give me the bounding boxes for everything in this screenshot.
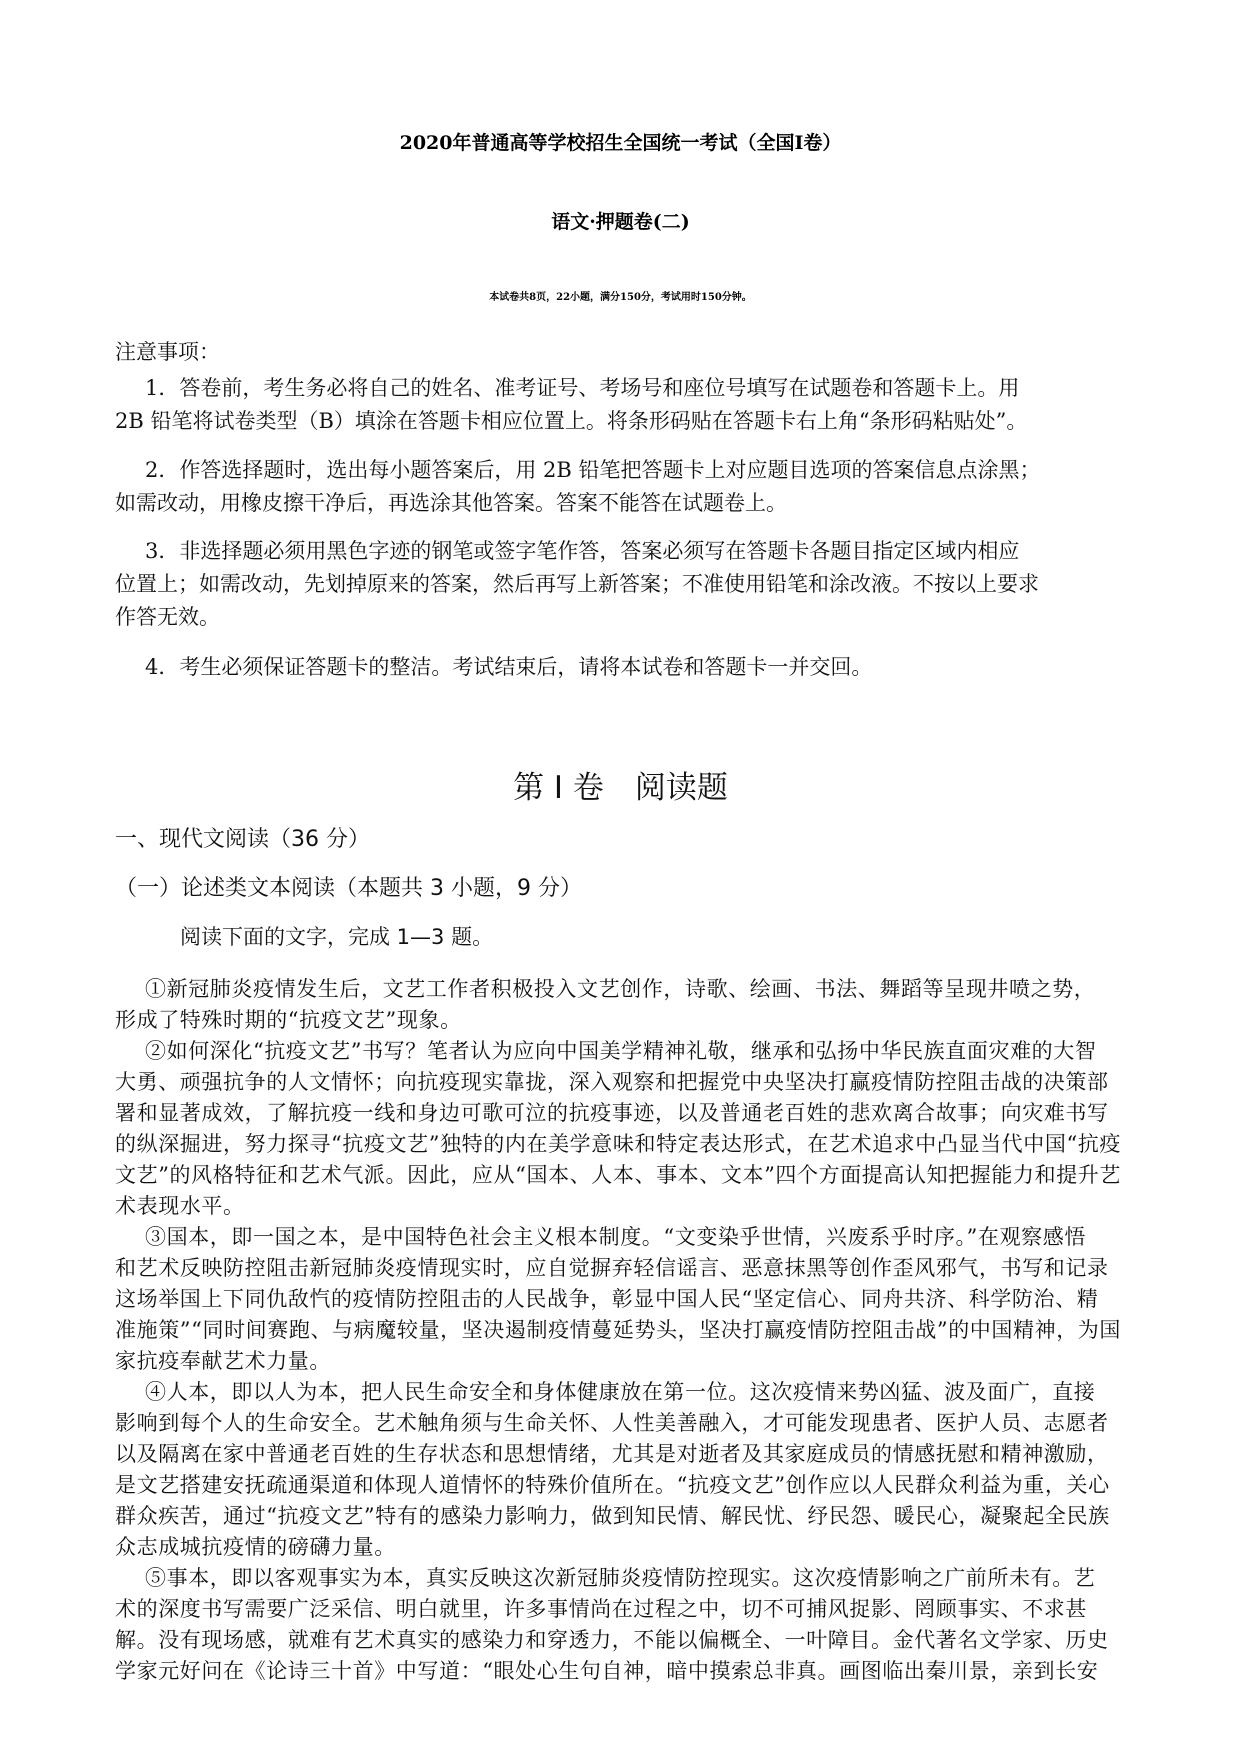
- subpart-heading: （一）论述类文本阅读（本题共 3 小题，9 分）: [115, 876, 582, 901]
- notice-line: 作答无效。: [115, 605, 220, 629]
- passage-line: 是文艺搭建安抚疏通渠道和体现人道情怀的特殊价值所在。“抗疫文艺”创作应以人民群众利益为重，关心: [115, 1473, 1110, 1497]
- notice-line: 1．答卷前，考生务必将自己的姓名、准考证号、考场号和座位号填写在试题卷和答题卡上。用: [145, 376, 1020, 400]
- passage-line: 文艺”的风格特征和艺术气派。因此，应从“国本、人本、事本、文本”四个方面提高认知把握能力和提升艺: [115, 1163, 1122, 1187]
- passage-line: 众志成城抗疫情的磅礴力量。: [115, 1535, 396, 1559]
- notice-line: 位置上；如需改动，先划掉原来的答案，然后再写上新答案；不准使用铅笔和涂改液。不按以上要求: [115, 572, 1039, 596]
- passage-line: 的纵深掘进，努力探寻“抗疫文艺”独特的内在美学意味和特定表达形式，在艺术追求中凸显当代中国“抗疫: [115, 1132, 1122, 1156]
- passage-line: 术的深度书写需要广泛采信、明白就里，许多事情尚在过程之中，切不可捕风捉影、罔顾事实、不求甚: [115, 1597, 1087, 1621]
- passage-line: 大勇、顽强抗争的人文情怀；向抗疫现实靠拢，深入观察和把握党中央坚决打赢疫情防控阻击战的决策部: [115, 1070, 1109, 1094]
- passage-line: 署和显著成效，了解抗疫一线和身边可歌可泣的抗疫事迹，以及普通老百姓的悲欢离合故事；向灾难书写: [115, 1101, 1109, 1125]
- passage-line: 家抗疫奉献艺术力量。: [115, 1349, 331, 1373]
- passage-line: 形成了特殊时期的“抗疫文艺”现象。: [115, 1008, 462, 1032]
- passage-line: ③国本，即一国之本，是中国特色社会主义根本制度。“文变染乎世情，兴废系乎时序。”在观察感悟: [145, 1225, 1086, 1249]
- exam-info: 本试卷共8页，22小题，满分150分，考试用时150分钟。: [489, 292, 752, 303]
- passage-line: ④人本，即以人为本，把人民生命安全和身体健康放在第一位。这次疫情来势凶猛、波及面广，直接: [145, 1380, 1096, 1404]
- notice-heading: 注意事项：: [115, 340, 220, 364]
- notice-line: 2B 铅笔将试卷类型（B）填涂在答题卡相应位置上。将条形码贴在答题卡右上角“条形码粘贴处”。: [115, 409, 1028, 433]
- passage-line: ①新冠肺炎疫情发生后，文艺工作者积极投入文艺创作，诗歌、绘画、书法、舞蹈等呈现井喷之势，: [145, 977, 1096, 1001]
- exam-subtitle: 语文·押题卷(二): [551, 211, 690, 233]
- part-heading: 一、现代文阅读（36 分）: [115, 827, 370, 852]
- passage-line: 学家元好问在《论诗三十首》中写道：“眼处心生句自神，暗中摸索总非真。画图临出秦川景，亲到长安: [115, 1659, 1099, 1683]
- passage-line: ②如何深化“抗疫文艺”书写？笔者认为应向中国美学精神礼敬，继承和弘扬中华民族直面灾难的大智: [145, 1039, 1097, 1063]
- notice-line: 2．作答选择题时，选出每小题答案后，用 2B 铅笔把答题卡上对应题目选项的答案信息点涂黑；: [145, 458, 1041, 482]
- passage-line: 术表现水平。: [115, 1194, 245, 1218]
- passage-line: 群众疾苦，通过“抗疫文艺”特有的感染力影响力，做到知民情、解民忧、纾民怨、暖民心，凝聚起全民族: [115, 1504, 1110, 1528]
- passage-line: 准施策”“同时间赛跑、与病魔较量，坚决遏制疫情蔓延势头，坚决打赢疫情防控阻击战”的中国精神，为国: [115, 1318, 1122, 1342]
- notice-line: 3．非选择题必须用黑色字迹的钢笔或签字笔作答，答案必须写在答题卡各题目指定区域内相应: [145, 539, 1020, 563]
- passage-line: 和艺术反映防控阻击新冠肺炎疫情现实时，应自觉摒弃轻信谣言、恶意抹黑等创作歪风邪气，书写和记录: [115, 1256, 1109, 1280]
- passage-line: 解。没有现场感，就难有艺术真实的感染力和穿透力，不能以偏概全、一叶障目。金代著名文学家、历史: [115, 1628, 1109, 1652]
- notice-line: 4．考生必须保证答题卡的整洁。考试结束后，请将本试卷和答题卡一并交回。: [145, 655, 873, 679]
- section-title: 第 I 卷 阅读题: [513, 770, 728, 806]
- passage-line: 这场举国上下同仇敌忾的疫情防控阻击的人民战争，彰显中国人民“坚定信心、同舟共济、科学防治、精: [115, 1287, 1099, 1311]
- passage-line: 以及隔离在家中普通老百姓的生存状态和思想情绪，尤其是对逝者及其家庭成员的情感抚慰和精神激励，: [115, 1442, 1109, 1466]
- notice-line: 如需改动，用橡皮擦干净后，再选涂其他答案。答案不能答在试题卷上。: [115, 491, 787, 515]
- reading-instruction: 阅读下面的文字，完成 1—3 题。: [180, 925, 494, 949]
- exam-title: 2020年普通高等学校招生全国统一考试（全国I卷）: [399, 132, 842, 154]
- passage-line: 影响到每个人的生命安全。艺术触角须与生命关怀、人性美善融入，才可能发现患者、医护人员、志愿者: [115, 1411, 1109, 1435]
- passage-line: ⑤事本，即以客观事实为本，真实反映这次新冠肺炎疫情防控现实。这次疫情影响之广前所未有。艺: [145, 1566, 1096, 1590]
